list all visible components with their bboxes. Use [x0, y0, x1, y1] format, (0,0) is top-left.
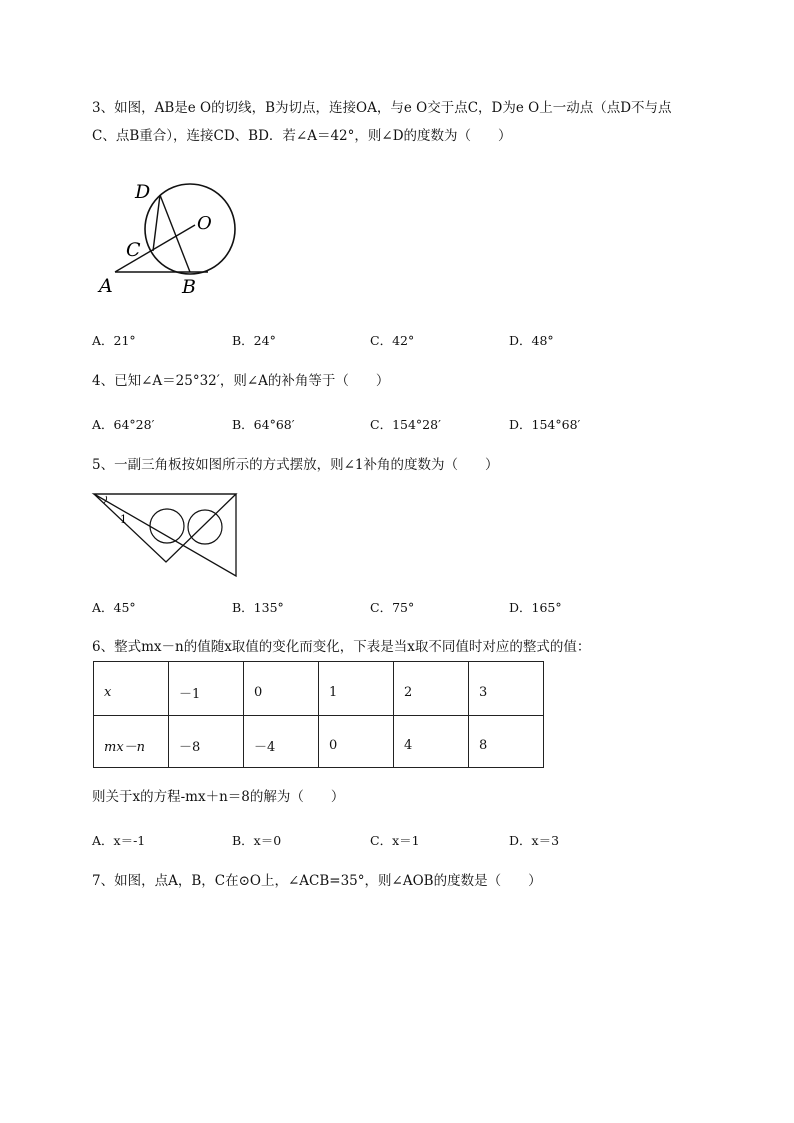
q3-stem-line1: 3、如图，AB是e O的切线，B为切点，连接OA，与e O交于点C，D为e O上一动点（点D不与点 [92, 100, 672, 116]
q6-option-c: C．x＝1 [370, 833, 420, 848]
table-cell: －4 [244, 716, 319, 768]
q4-stem: 4、已知∠A＝25°32′，则∠A的补角等于（ ） [92, 373, 390, 389]
segment-db [160, 195, 190, 272]
circle-o [145, 184, 235, 274]
q6-option-d: D．x＝3 [509, 833, 560, 848]
triangle-2 [94, 494, 236, 562]
triangle-1 [94, 494, 236, 576]
table-cell: x [94, 662, 169, 716]
q5-triangle-figure [90, 490, 242, 582]
table-cell: －1 [169, 662, 244, 716]
table-row [94, 662, 544, 716]
label-d: D [135, 181, 151, 203]
q4-option-d: D．154°68′ [509, 417, 581, 432]
q3-option-c: C．42° [370, 333, 415, 348]
q3-stem-line2: C、点B重合），连接CD、BD．若∠A＝42°，则∠D的度数为（ ） [92, 128, 512, 144]
table-cell: 8 [469, 716, 544, 768]
table-cell: 3 [469, 662, 544, 716]
q3-option-a: A．21° [92, 333, 136, 348]
q4-option-c: C．154°28′ [370, 417, 441, 432]
q3-option-b: B．24° [232, 333, 276, 348]
label-c: C [126, 239, 141, 261]
q6-option-b: B．x＝0 [232, 833, 282, 848]
hole-right [188, 510, 222, 544]
q4-option-b: B．64°68′ [232, 417, 295, 432]
hole-left [150, 509, 184, 543]
label-o: O [197, 213, 212, 234]
q6-value-table [93, 661, 544, 768]
table-row [94, 716, 544, 768]
q3-option-d: D．48° [509, 333, 554, 348]
segment-dc [153, 195, 160, 251]
q5-stem: 5、一副三角板按如图所示的方式摆放，则∠1补角的度数为（ ） [92, 457, 499, 473]
table-cell: mx－n [94, 716, 169, 768]
q5-option-c: C．75° [370, 600, 415, 615]
q7-stem: 7、如图，点A，B，C在⊙O上，∠ACB=35°，则∠AOB的度数是（ ） [92, 873, 542, 889]
q5-option-d: D．165° [509, 600, 562, 615]
q3-circle-figure [95, 175, 245, 300]
q6-stem: 6、整式mx－n的值随x取值的变化而变化，下表是当x取不同值时对应的整式的值： [92, 639, 591, 655]
q5-option-a: A．45° [92, 600, 136, 615]
q6-question: 则关于x的方程-mx＋n＝8的解为（ ） [92, 789, 345, 805]
q4-option-a: A．64°28′ [92, 417, 155, 432]
table-cell: －8 [169, 716, 244, 768]
q6-option-a: A．x＝-1 [92, 833, 146, 848]
angle-label-1: 1 [120, 513, 127, 526]
table-cell: 0 [319, 716, 394, 768]
label-b: B [182, 276, 196, 298]
table-cell: 2 [394, 662, 469, 716]
q5-option-b: B．135° [232, 600, 284, 615]
table-cell: 1 [319, 662, 394, 716]
table-cell: 4 [394, 716, 469, 768]
table-cell: 0 [244, 662, 319, 716]
label-a: A [99, 275, 113, 297]
